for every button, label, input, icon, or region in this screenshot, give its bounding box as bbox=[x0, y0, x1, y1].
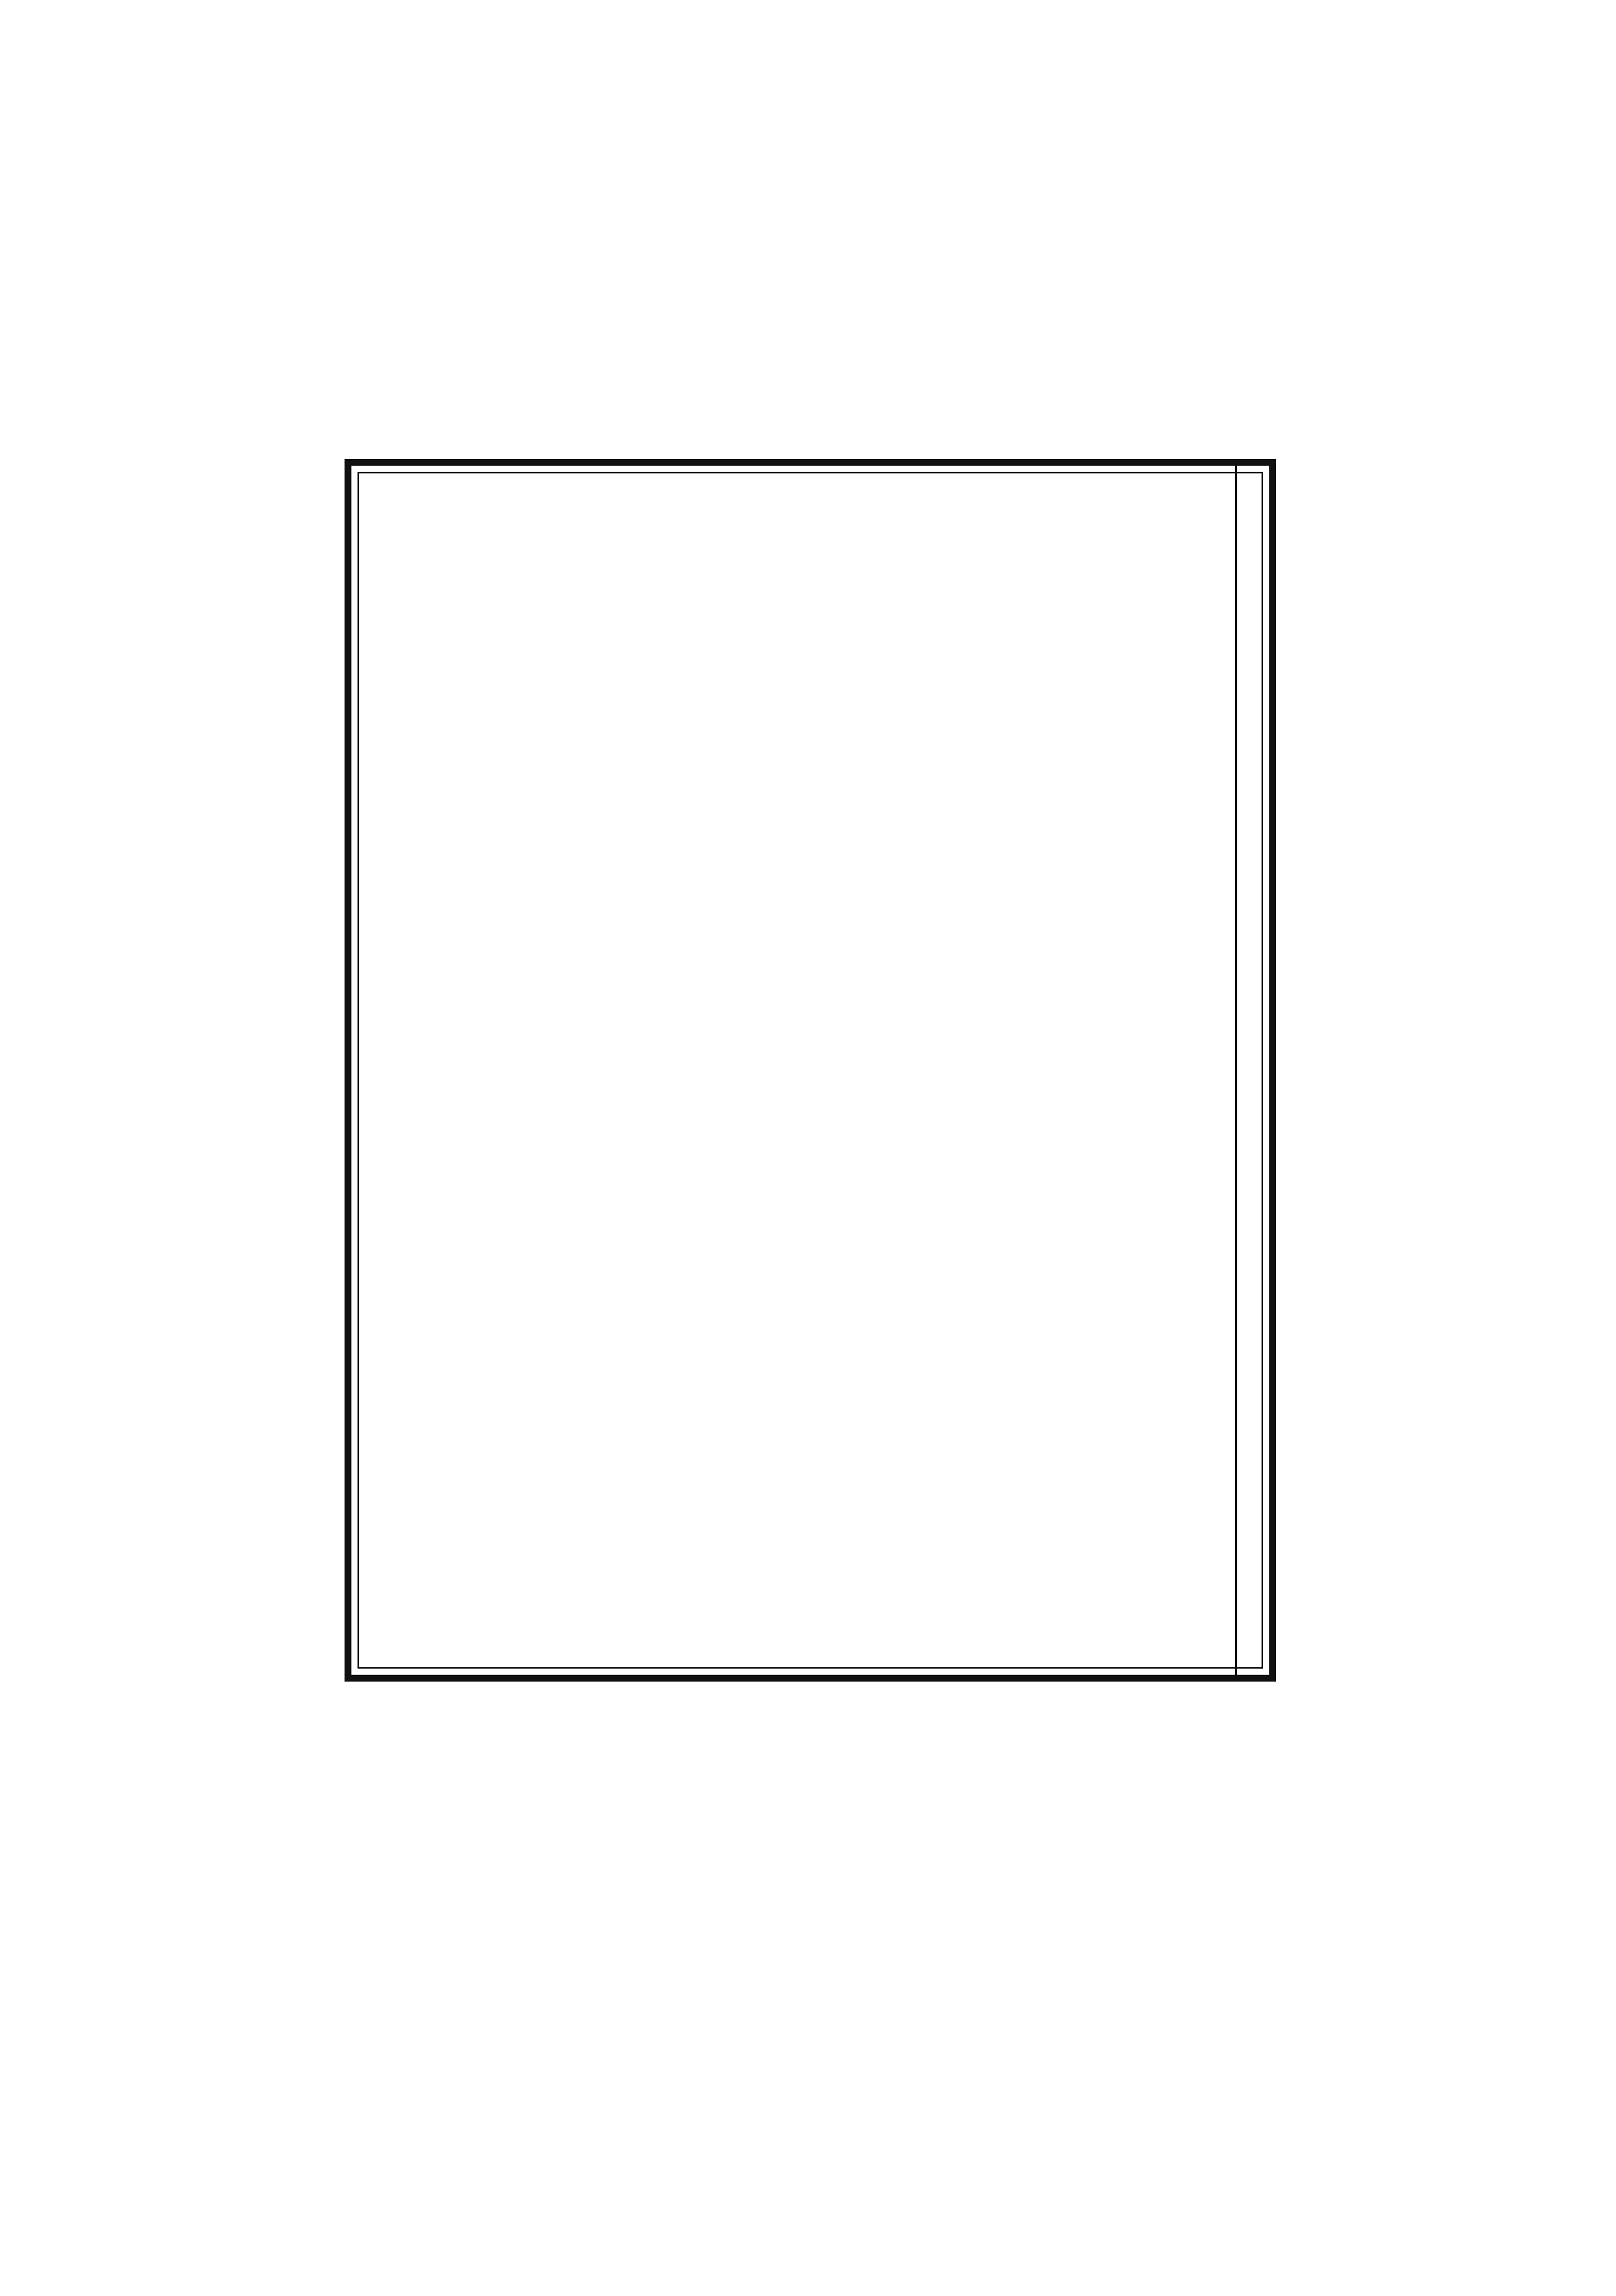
title-band bbox=[1235, 459, 1276, 1682]
main-frame bbox=[345, 459, 1276, 1682]
